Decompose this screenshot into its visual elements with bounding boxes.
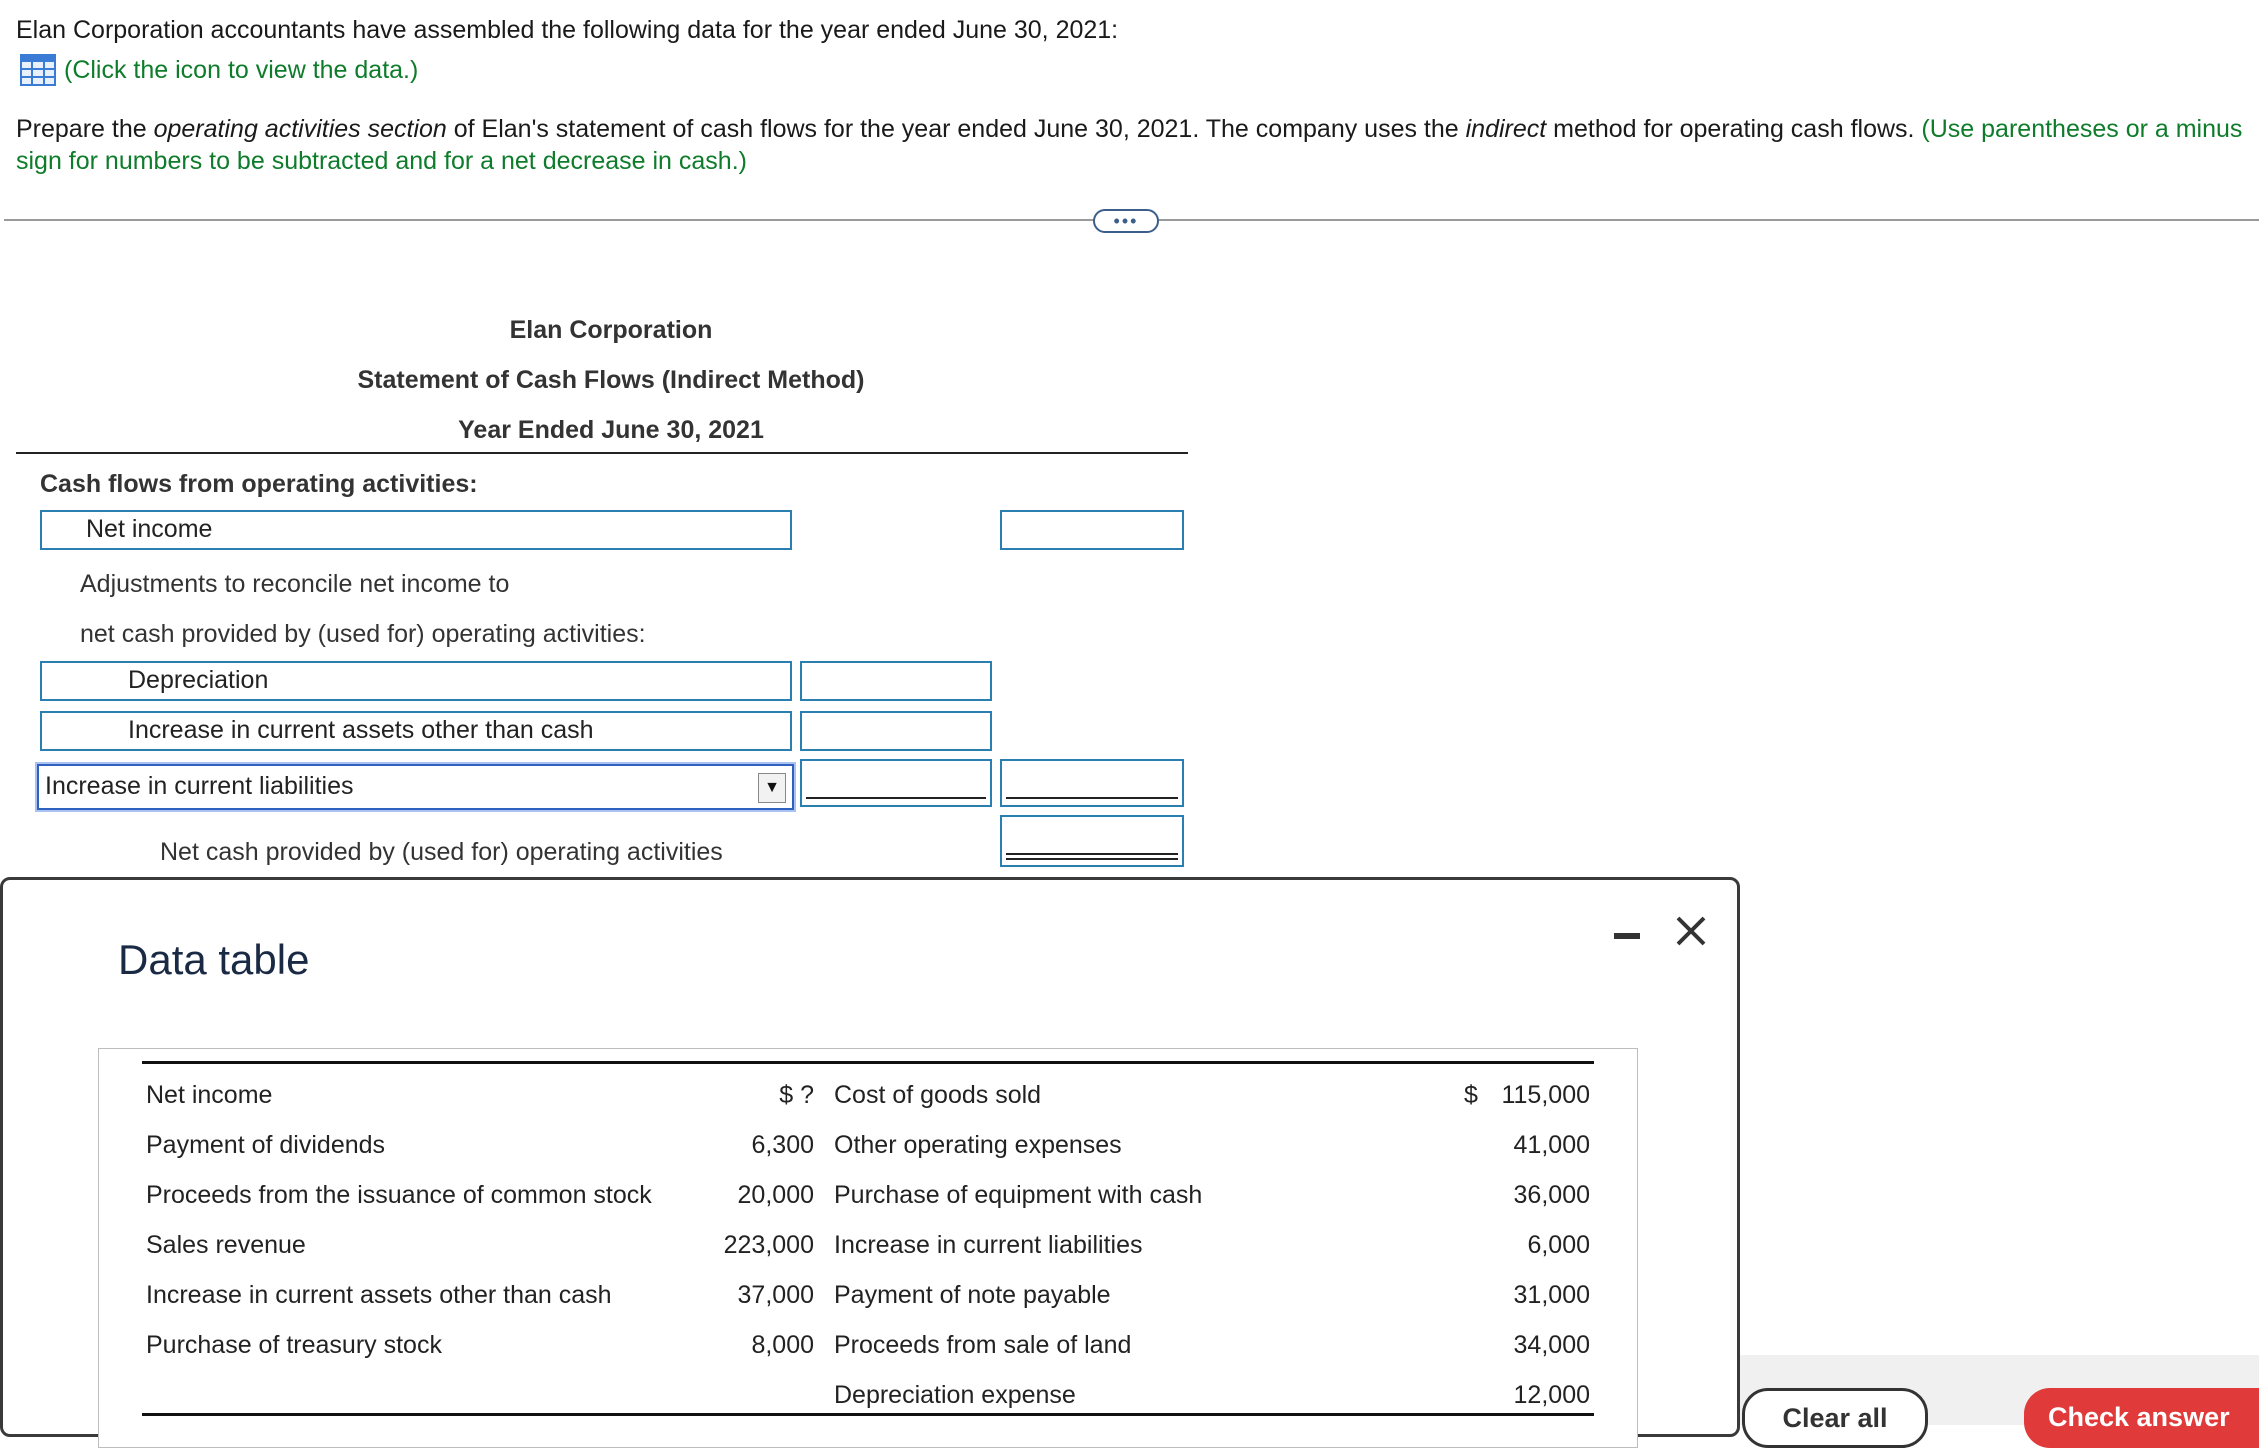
table-row-label: Cost of goods sold	[834, 1081, 1042, 1109]
net-income-amount-input[interactable]	[1000, 510, 1184, 550]
double-underline-top	[1006, 853, 1178, 855]
table-row-value: 223,000	[723, 1231, 814, 1259]
table-row-value: 6,300	[751, 1131, 814, 1159]
statement-company: Elan Corporation	[509, 316, 713, 344]
table-top-rule	[142, 1061, 1594, 1064]
instructions-part3: of Elan's statement of cash flows for the year ended June 30, 2021. The company uses the	[446, 115, 1466, 143]
instructions-part4: indirect	[1465, 115, 1547, 143]
table-row-value: 31,000	[1513, 1281, 1590, 1309]
check-answer-button[interactable]: Check answer	[2024, 1388, 2259, 1448]
table-row-label: Purchase of treasury stock	[146, 1331, 442, 1359]
view-data-link[interactable]	[20, 54, 418, 86]
instructions-part1: Prepare the	[16, 115, 154, 143]
net-income-label-field[interactable]	[40, 510, 792, 550]
table-row-value: 41,000	[1513, 1131, 1590, 1159]
instructions-part2: operating activities section	[153, 115, 447, 143]
clear-all-button[interactable]: Clear all	[1742, 1388, 1928, 1448]
current-assets-amount-input[interactable]	[800, 711, 992, 751]
view-data-link-text[interactable]: (Click the icon to view the data.)	[64, 56, 419, 84]
problem-statement: Elan Corporation accountants have assembled the following data for the year ended June 30, 2021:	[16, 16, 1119, 44]
table-row-label: Proceeds from the issuance of common stock	[146, 1181, 652, 1209]
net-income-label: Net income	[86, 515, 213, 543]
section-heading: Cash flows from operating activities:	[40, 470, 478, 498]
depreciation-label: Depreciation	[128, 666, 269, 694]
instructions-hint: (Use parentheses or a minus sign for numbers to be subtracted and for a net decrease in cash.)	[16, 115, 2243, 175]
net-cash-operating-label: Net cash provided by (used for) operating activities	[160, 838, 723, 866]
table-row-label: Purchase of equipment with cash	[834, 1181, 1203, 1209]
adjustments-text-line2: net cash provided by (used for) operating activities:	[80, 620, 646, 648]
table-row-label: Proceeds from sale of land	[834, 1331, 1132, 1359]
instructions-part5: method for operating cash flows.	[1546, 115, 1922, 143]
single-underline	[1006, 797, 1178, 799]
expand-more-button[interactable]: •••	[1093, 209, 1159, 233]
header-rule	[16, 452, 1188, 454]
table-row-label: Depreciation expense	[834, 1381, 1076, 1409]
table-row-label: Net income	[146, 1081, 273, 1109]
minimize-icon[interactable]	[1612, 920, 1642, 950]
table-row-dollar: $	[1464, 1081, 1478, 1109]
table-row-label: Other operating expenses	[834, 1131, 1122, 1159]
table-row-value: 37,000	[737, 1281, 814, 1309]
adjustments-text-line1: Adjustments to reconcile net income to	[80, 570, 510, 598]
table-row-value: 20,000	[737, 1181, 814, 1209]
double-underline-bottom	[1006, 858, 1178, 860]
single-underline	[806, 797, 986, 799]
table-row-label: Increase in current liabilities	[834, 1231, 1143, 1259]
close-icon[interactable]	[1670, 910, 1712, 952]
table-row-value: 8,000	[751, 1331, 814, 1359]
current-assets-label-field[interactable]	[40, 711, 792, 751]
table-row-value: 34,000	[1513, 1331, 1590, 1359]
current-liabilities-dropdown[interactable]	[37, 764, 794, 810]
table-row-value: 36,000	[1513, 1181, 1590, 1209]
table-row-value: 12,000	[1513, 1381, 1590, 1409]
instructions	[16, 113, 2246, 177]
chevron-down-icon[interactable]: ▼	[758, 773, 786, 803]
statement-period: Year Ended June 30, 2021	[458, 416, 764, 444]
table-row-value: $ ?	[779, 1081, 814, 1109]
current-assets-label: Increase in current assets other than cash	[128, 716, 594, 744]
table-bottom-rule	[142, 1413, 1594, 1416]
statement-title: Statement of Cash Flows (Indirect Method)	[357, 366, 865, 394]
minimize-bar	[1614, 933, 1640, 939]
table-icon[interactable]	[20, 54, 56, 86]
depreciation-label-field[interactable]	[40, 661, 792, 701]
depreciation-amount-input[interactable]	[800, 661, 992, 701]
table-row-label: Payment of note payable	[834, 1281, 1111, 1309]
current-liabilities-amount-input[interactable]	[800, 759, 992, 807]
modal-title: Data table	[118, 936, 310, 983]
dropdown-selected-value: Increase in current liabilities	[45, 772, 354, 800]
net-cash-operating-input[interactable]	[1000, 815, 1184, 867]
table-row-label: Sales revenue	[146, 1231, 306, 1259]
table-row-label: Increase in current assets other than cash	[146, 1281, 612, 1309]
adjustments-total-input[interactable]	[1000, 759, 1184, 807]
table-row-value: 6,000	[1527, 1231, 1590, 1259]
table-row-value: 115,000	[1501, 1081, 1590, 1109]
table-row-label: Payment of dividends	[146, 1131, 386, 1159]
